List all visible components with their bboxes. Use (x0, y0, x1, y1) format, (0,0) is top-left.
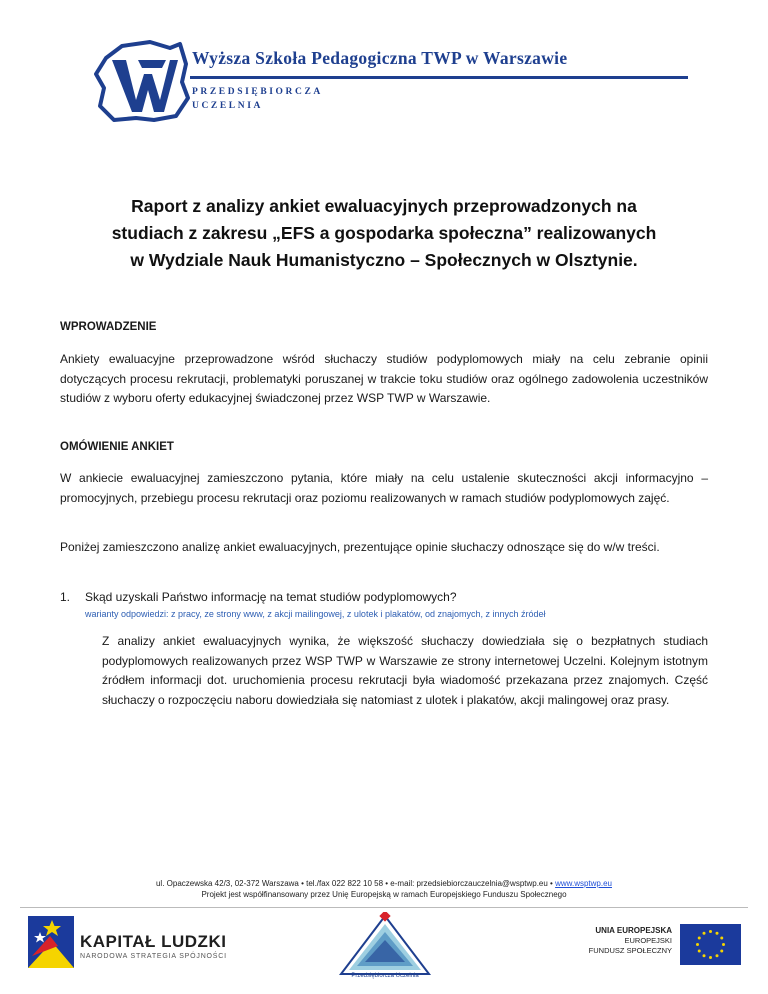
answer-options: warianty odpowiedzi: z pracy, ze strony www, z akcji mailingowej, z ulotek i plakatów, od znajomych, z innych źródeł (85, 609, 546, 619)
footer-address-line (0, 878, 768, 889)
eu-label (560, 926, 672, 956)
website-link[interactable]: www.wsptwp.eu (555, 879, 612, 888)
school-tagline (192, 85, 323, 113)
title-line-3: w Wydziale Nauk Humanistyczno – Społecznych w Olsztynie. (130, 250, 638, 270)
school-name: Wyższa Szkoła Pedagogiczna TWP w Warszawie (192, 48, 568, 68)
tagline-line-1: PRZEDSIĘBIORCZA (192, 87, 323, 97)
eu-star (716, 954, 719, 957)
eu-star (709, 930, 712, 933)
discussion-paragraph: W ankiecie ewaluacyjnej zamieszczono pytania, które miały na celu ustalenie skuteczności akcji informacyjno – promocyjnych, przebiegu procesu rekrutacji oraz poziomu realizowanych w ramach studiów podyplomowych zajęć. (60, 471, 708, 505)
discussion-heading: OMÓWIENIE ANKIET (60, 441, 174, 453)
kapital-ludzki-subtitle: NARODOWA STRATEGIA SPÓJNOŚCI (80, 953, 227, 960)
eu-fund-line-2: FUNDUSZ SPOŁECZNY (588, 946, 672, 955)
eu-fund-line-1: EUROPEJSKI (624, 936, 672, 945)
eu-star (720, 937, 723, 940)
eu-star (696, 943, 699, 946)
analysis-intro-paragraph: Poniżej zamieszczono analizę ankiet ewaluacyjnych, prezentujące opinie słuchaczy odnoszące się do w/w treści. (60, 540, 660, 554)
eu-name: UNIA EUROPEJSKA (595, 926, 672, 935)
header-divider (190, 76, 688, 79)
eu-star (722, 943, 725, 946)
question-number: 1. (60, 590, 71, 604)
question-analysis: Z analizy ankiet ewaluacyjnych wynika, że większość słuchaczy dowiedziała się o bezpłatnych studiach podyplomowych realizowanych przez WSP TWP w Warszawie ze strony internetowej Uczelni. Kolejnym istotnym źródłem informacji dot. uruchomienia procesu rekrutacji była wiadomość przekazana przez znajomych. Część słuchaczy o rozpoczęciu naboru dowiedziała się natomiast z ulotek i plakatów, akcji malingowej oraz prasy. (102, 634, 708, 707)
intro-heading: WPROWADZENIE (60, 321, 157, 333)
eu-flag-icon (680, 924, 741, 965)
eu-star (720, 950, 723, 953)
question-text: Skąd uzyskali Państwo informację na temat studiów podyplomowych? (85, 590, 457, 604)
intro-paragraph: Ankiety ewaluacyjne przeprowadzone wśród słuchaczy studiów podyplomowych miały na celu zebranie opinii dotyczących procesu rekrutacji, problematyki poruszanej w trakcie toku studiów oraz ogólnego zadowolenia uczestników studiów z wyboru oferty edukacyjnej świadczonej przez WSP TWP w Warszawie. (60, 352, 708, 405)
tagline-line-2: UCZELNIA (192, 101, 263, 111)
eu-star (703, 954, 706, 957)
eu-star (698, 950, 701, 953)
footer-address: ul. Opaczewska 42/3, 02-372 Warszawa • tel./fax 022 822 10 58 • e-mail: przedsiebiorczauczelnia@wsptwp.eu • (155, 879, 556, 888)
center-logo-caption: Przedsiębiorcza Uczelnia (351, 973, 419, 979)
eu-star (716, 932, 719, 935)
cofinancing-note: Projekt jest współfinansowany przez Unię Europejską w ramach Europejskiego Funduszu Społecznego (201, 890, 567, 899)
title-line-1: Raport z analizy ankiet ewaluacyjnych przeprowadzonych na (131, 196, 637, 216)
school-logo-icon (92, 38, 192, 124)
eu-star (709, 956, 712, 959)
eu-star (698, 937, 701, 940)
kapital-ludzki-title: KAPITAŁ LUDZKI (80, 932, 227, 951)
footer-contact (0, 878, 768, 900)
footer-divider (20, 907, 748, 908)
letterhead (92, 38, 692, 124)
title-line-2: studiach z zakresu „EFS a gospodarka społeczna” realizowanych (111, 223, 657, 243)
report-title (60, 193, 708, 274)
eu-star (703, 932, 706, 935)
